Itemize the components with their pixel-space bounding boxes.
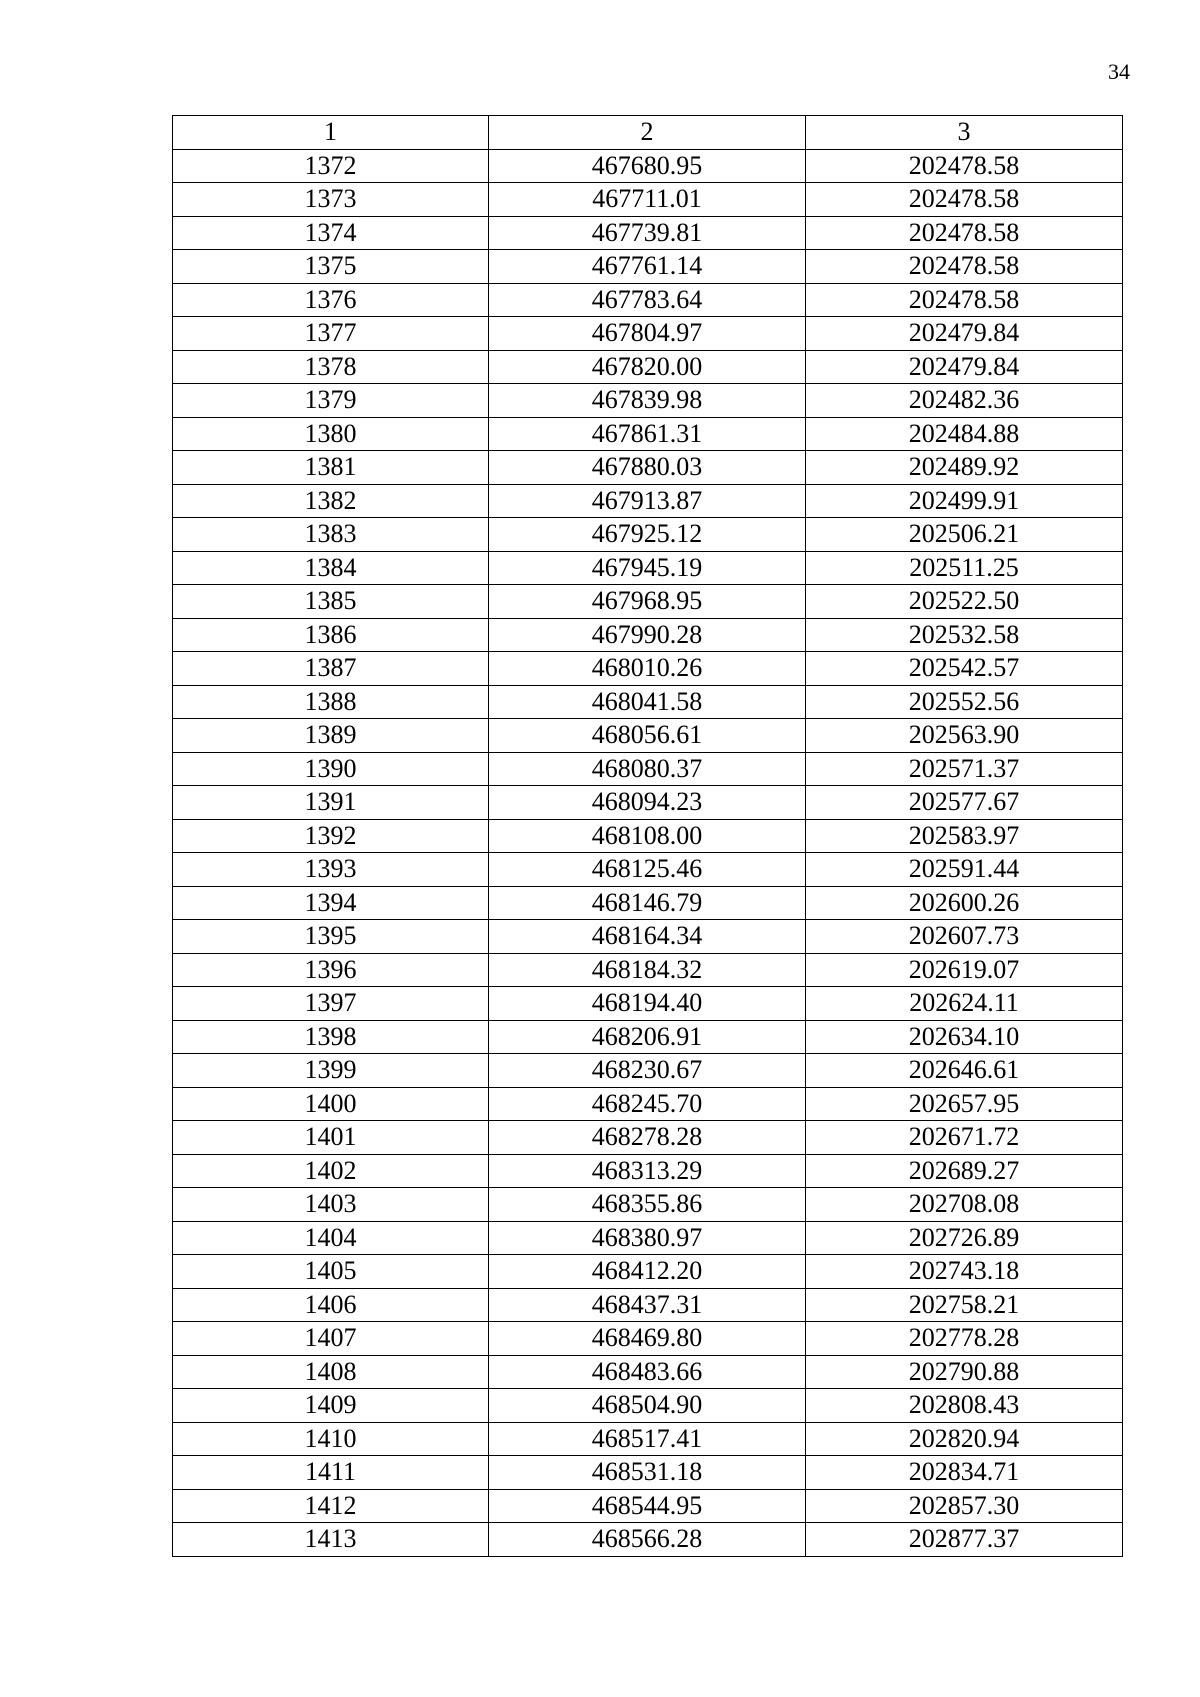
point-number-cell: 1390 <box>173 752 489 786</box>
coordinate-x-cell: 468245.70 <box>489 1087 806 1121</box>
coordinate-x-cell: 467945.19 <box>489 551 806 585</box>
coordinate-y-cell: 202482.36 <box>806 384 1123 418</box>
table-row <box>173 752 1123 786</box>
point-number-cell: 1403 <box>173 1188 489 1222</box>
coordinate-y-cell: 202478.58 <box>806 250 1123 284</box>
point-number-cell: 1379 <box>173 384 489 418</box>
table-row <box>173 618 1123 652</box>
coordinate-y-cell: 202671.72 <box>806 1121 1123 1155</box>
coordinate-x-cell: 468041.58 <box>489 685 806 719</box>
table-row <box>173 350 1123 384</box>
coordinate-x-cell: 467739.81 <box>489 216 806 250</box>
point-number-cell: 1391 <box>173 786 489 820</box>
point-number-cell: 1385 <box>173 585 489 619</box>
table-row <box>173 1523 1123 1557</box>
table-row <box>173 987 1123 1021</box>
point-number-cell: 1389 <box>173 719 489 753</box>
table-row <box>173 451 1123 485</box>
coordinate-x-cell: 468355.86 <box>489 1188 806 1222</box>
point-number-cell: 1375 <box>173 250 489 284</box>
point-number-cell: 1372 <box>173 149 489 183</box>
coordinate-x-cell: 468437.31 <box>489 1288 806 1322</box>
coordinate-y-cell: 202619.07 <box>806 953 1123 987</box>
coordinate-x-cell: 468517.41 <box>489 1422 806 1456</box>
point-number-cell: 1401 <box>173 1121 489 1155</box>
coordinate-x-cell: 468164.34 <box>489 920 806 954</box>
table-row <box>173 1355 1123 1389</box>
coordinate-y-cell: 202834.71 <box>806 1456 1123 1490</box>
coordinate-y-cell: 202478.58 <box>806 216 1123 250</box>
coordinate-x-cell: 467804.97 <box>489 317 806 351</box>
point-number-cell: 1408 <box>173 1355 489 1389</box>
coordinate-y-cell: 202542.57 <box>806 652 1123 686</box>
coordinate-x-cell: 468566.28 <box>489 1523 806 1557</box>
table-row <box>173 149 1123 183</box>
coordinate-y-cell: 202478.58 <box>806 183 1123 217</box>
coordinate-y-cell: 202506.21 <box>806 518 1123 552</box>
coordinate-x-cell: 468125.46 <box>489 853 806 887</box>
table-row <box>173 283 1123 317</box>
point-number-cell: 1399 <box>173 1054 489 1088</box>
table-row <box>173 216 1123 250</box>
coordinate-x-cell: 468313.29 <box>489 1154 806 1188</box>
point-number-cell: 1373 <box>173 183 489 217</box>
point-number-cell: 1377 <box>173 317 489 351</box>
coordinate-y-cell: 202479.84 <box>806 317 1123 351</box>
coordinate-y-cell: 202689.27 <box>806 1154 1123 1188</box>
coordinate-x-cell: 467925.12 <box>489 518 806 552</box>
table-row <box>173 1422 1123 1456</box>
table-row <box>173 484 1123 518</box>
coordinate-x-cell: 468094.23 <box>489 786 806 820</box>
coordinate-x-cell: 467783.64 <box>489 283 806 317</box>
table-row <box>173 1288 1123 1322</box>
coordinate-x-cell: 468146.79 <box>489 886 806 920</box>
coordinate-x-cell: 468504.90 <box>489 1389 806 1423</box>
column-header-3: 3 <box>806 116 1123 150</box>
coordinate-y-cell: 202478.58 <box>806 149 1123 183</box>
coordinate-y-cell: 202726.89 <box>806 1221 1123 1255</box>
table-header-row <box>173 116 1123 150</box>
table-row <box>173 518 1123 552</box>
coordinate-y-cell: 202790.88 <box>806 1355 1123 1389</box>
coordinate-x-cell: 468278.28 <box>489 1121 806 1155</box>
coordinate-x-cell: 468108.00 <box>489 819 806 853</box>
coordinate-y-cell: 202634.10 <box>806 1020 1123 1054</box>
point-number-cell: 1383 <box>173 518 489 552</box>
point-number-cell: 1402 <box>173 1154 489 1188</box>
column-header-2: 2 <box>489 116 806 150</box>
table-row <box>173 786 1123 820</box>
table-row <box>173 250 1123 284</box>
point-number-cell: 1395 <box>173 920 489 954</box>
table-row <box>173 1389 1123 1423</box>
table-row <box>173 920 1123 954</box>
coordinate-y-cell: 202479.84 <box>806 350 1123 384</box>
table-row <box>173 1020 1123 1054</box>
coordinate-y-cell: 202758.21 <box>806 1288 1123 1322</box>
coordinate-x-cell: 467990.28 <box>489 618 806 652</box>
point-number-cell: 1387 <box>173 652 489 686</box>
coordinate-y-cell: 202820.94 <box>806 1422 1123 1456</box>
coordinate-x-cell: 468544.95 <box>489 1489 806 1523</box>
coordinate-y-cell: 202577.67 <box>806 786 1123 820</box>
coordinate-y-cell: 202877.37 <box>806 1523 1123 1557</box>
table-row <box>173 1054 1123 1088</box>
coordinate-y-cell: 202532.58 <box>806 618 1123 652</box>
point-number-cell: 1412 <box>173 1489 489 1523</box>
point-number-cell: 1384 <box>173 551 489 585</box>
coordinate-y-cell: 202778.28 <box>806 1322 1123 1356</box>
coordinate-x-cell: 467839.98 <box>489 384 806 418</box>
coordinate-x-cell: 468380.97 <box>489 1221 806 1255</box>
table-row <box>173 1456 1123 1490</box>
point-number-cell: 1378 <box>173 350 489 384</box>
coordinate-y-cell: 202489.92 <box>806 451 1123 485</box>
coordinate-x-cell: 468469.80 <box>489 1322 806 1356</box>
coordinate-y-cell: 202571.37 <box>806 752 1123 786</box>
table-row <box>173 317 1123 351</box>
coordinate-y-cell: 202522.50 <box>806 585 1123 619</box>
table-row <box>173 719 1123 753</box>
coordinate-x-cell: 467913.87 <box>489 484 806 518</box>
coordinate-x-cell: 468483.66 <box>489 1355 806 1389</box>
point-number-cell: 1393 <box>173 853 489 887</box>
table-row <box>173 1221 1123 1255</box>
coordinate-x-cell: 468412.20 <box>489 1255 806 1289</box>
point-number-cell: 1405 <box>173 1255 489 1289</box>
coordinate-y-cell: 202600.26 <box>806 886 1123 920</box>
table-row <box>173 953 1123 987</box>
point-number-cell: 1404 <box>173 1221 489 1255</box>
coordinate-y-cell: 202563.90 <box>806 719 1123 753</box>
coordinate-x-cell: 467968.95 <box>489 585 806 619</box>
table-row <box>173 551 1123 585</box>
coordinate-y-cell: 202646.61 <box>806 1054 1123 1088</box>
coordinate-y-cell: 202624.11 <box>806 987 1123 1021</box>
point-number-cell: 1388 <box>173 685 489 719</box>
coordinate-x-cell: 467861.31 <box>489 417 806 451</box>
coordinate-y-cell: 202478.58 <box>806 283 1123 317</box>
coordinate-x-cell: 467680.95 <box>489 149 806 183</box>
table-row <box>173 585 1123 619</box>
point-number-cell: 1406 <box>173 1288 489 1322</box>
coordinate-y-cell: 202591.44 <box>806 853 1123 887</box>
coordinate-y-cell: 202583.97 <box>806 819 1123 853</box>
table-row <box>173 417 1123 451</box>
point-number-cell: 1396 <box>173 953 489 987</box>
table-row <box>173 1121 1123 1155</box>
coordinate-x-cell: 468184.32 <box>489 953 806 987</box>
table-row <box>173 1489 1123 1523</box>
coordinate-y-cell: 202552.56 <box>806 685 1123 719</box>
point-number-cell: 1411 <box>173 1456 489 1490</box>
point-number-cell: 1397 <box>173 987 489 1021</box>
coordinate-x-cell: 467880.03 <box>489 451 806 485</box>
point-number-cell: 1376 <box>173 283 489 317</box>
table-row <box>173 886 1123 920</box>
table-body <box>173 149 1123 1556</box>
page-number: 34 <box>1108 59 1130 84</box>
table-row <box>173 1322 1123 1356</box>
table-row <box>173 1255 1123 1289</box>
coordinate-y-cell: 202607.73 <box>806 920 1123 954</box>
table-row <box>173 685 1123 719</box>
coordinate-x-cell: 468010.26 <box>489 652 806 686</box>
table-row <box>173 384 1123 418</box>
coordinate-y-cell: 202657.95 <box>806 1087 1123 1121</box>
coordinate-y-cell: 202743.18 <box>806 1255 1123 1289</box>
point-number-cell: 1381 <box>173 451 489 485</box>
point-number-cell: 1407 <box>173 1322 489 1356</box>
coordinate-x-cell: 467820.00 <box>489 350 806 384</box>
coordinate-y-cell: 202857.30 <box>806 1489 1123 1523</box>
coordinate-x-cell: 468206.91 <box>489 1020 806 1054</box>
coordinate-y-cell: 202499.91 <box>806 484 1123 518</box>
table-row <box>173 652 1123 686</box>
coordinate-x-cell: 468080.37 <box>489 752 806 786</box>
coordinate-x-cell: 468531.18 <box>489 1456 806 1490</box>
point-number-cell: 1382 <box>173 484 489 518</box>
coordinate-x-cell: 467711.01 <box>489 183 806 217</box>
point-number-cell: 1394 <box>173 886 489 920</box>
coordinate-y-cell: 202708.08 <box>806 1188 1123 1222</box>
table-row <box>173 853 1123 887</box>
coordinate-x-cell: 468194.40 <box>489 987 806 1021</box>
point-number-cell: 1386 <box>173 618 489 652</box>
coordinate-y-cell: 202484.88 <box>806 417 1123 451</box>
coordinate-x-cell: 467761.14 <box>489 250 806 284</box>
point-number-cell: 1398 <box>173 1020 489 1054</box>
point-number-cell: 1380 <box>173 417 489 451</box>
table-row <box>173 819 1123 853</box>
point-number-cell: 1409 <box>173 1389 489 1423</box>
coordinate-x-cell: 468056.61 <box>489 719 806 753</box>
point-number-cell: 1410 <box>173 1422 489 1456</box>
point-number-cell: 1413 <box>173 1523 489 1557</box>
table-row <box>173 1154 1123 1188</box>
table-row <box>173 1188 1123 1222</box>
table-row <box>173 1087 1123 1121</box>
coordinate-y-cell: 202511.25 <box>806 551 1123 585</box>
coordinates-table <box>172 115 1123 1557</box>
column-header-1: 1 <box>173 116 489 150</box>
coordinate-x-cell: 468230.67 <box>489 1054 806 1088</box>
point-number-cell: 1392 <box>173 819 489 853</box>
point-number-cell: 1400 <box>173 1087 489 1121</box>
table-row <box>173 183 1123 217</box>
point-number-cell: 1374 <box>173 216 489 250</box>
coordinate-y-cell: 202808.43 <box>806 1389 1123 1423</box>
